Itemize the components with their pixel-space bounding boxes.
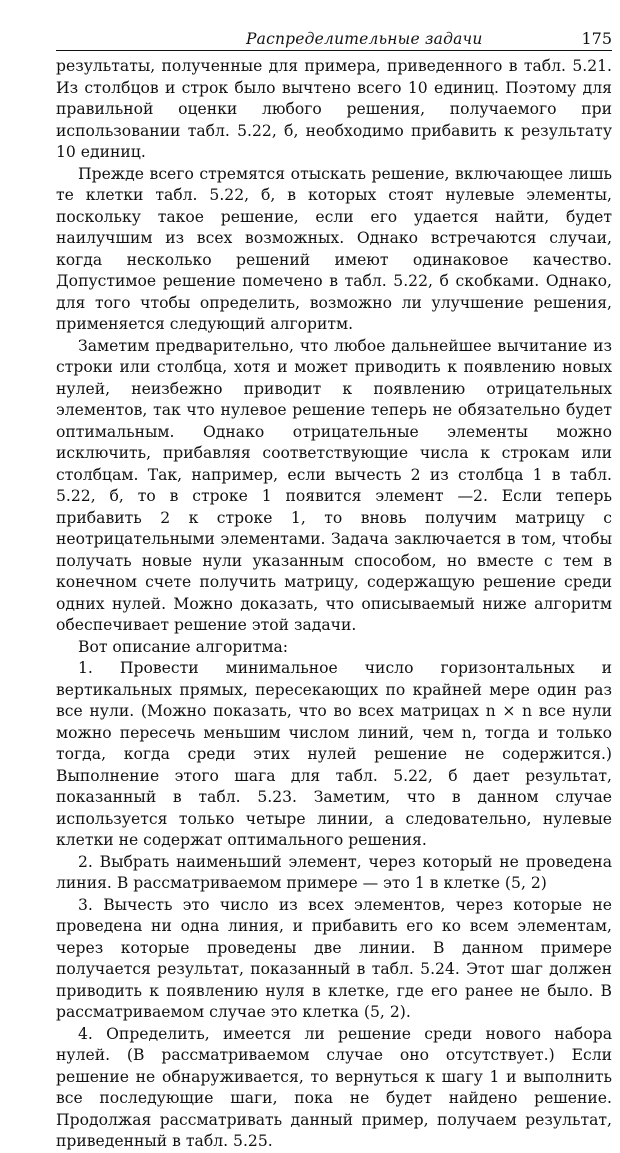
algorithm-step-4: 4. Определить, имеется ли решение среди нового набора нулей. (В рассматриваемом случае оно отсутствует.) Если решение не обнаруживается, то вернуться к шагу 1 и выполнить все последующие шаги, пока не будет найдено решение. Продолжая рассматривать данный пример, получаем результат, приведенный в табл. 5.25.	[56, 1024, 612, 1150]
page-number: 175	[581, 29, 612, 48]
algorithm-step-3: 3. Вычесть это число из всех элементов, через которые не проведена ни одна линия, и прибавить его ко всем элементам, через которые проведены две линии. В данном примере получается результат, показанный в табл. 5.24. Этот шаг должен приводить к появлению нуля в клетке, где его ранее не было. В рассматриваемом случае это клетка (5, 2).	[56, 895, 612, 1021]
paragraph-continuation: результаты, полученные для примера, приведенного в табл. 5.21. Из столбцов и строк было вычтено всего 10 единиц. Поэтому для правильной оценки любого решения, получаемого при использовании табл. 5.22, б, необходимо прибавить к результату 10 единиц.	[56, 57, 612, 161]
algorithm-step-1: 1. Провести минимальное число горизонтальных и вертикальных прямых, пересекающих по крайней мере один раз все нули. (Можно показать, что во всех матрицах n × n все нули можно пересечь меньшим числом линий, чем n, тогда и только тогда, когда среди этих нулей решение не содержится.) Выполнение этого шага для табл. 5.22, б дает результат, показанный в табл. 5.23. Заметим, что в данном случае используется только четыре линии, а следовательно, нулевые клетки не содержат оптимального решения.	[56, 659, 612, 849]
paragraph-preliminary-note: Заметим предварительно, что любое дальнейшее вычитание из строки или столбца, хотя и может приводить к появлению новых нулей, неизбежно приводит к появлению отрицательных элементов, так что нулевое решение теперь не обязательно будет оптимальным. Однако отрицательные элементы можно исключить, прибавляя соответствующие числа к строкам или столбцам. Так, например, если вычесть 2 из столбца 1 в табл. 5.22, б, то в строке 1 появится элемент —2. Если теперь прибавить 2 к строке 1, то вновь получим матрицу с неотрицательными элементами. Задача заключается в том, чтобы получать новые нули указанным способом, но вместе с тем в конечном счете получить матрицу, содержащую решение среди одних нулей. Можно доказать, что описываемый ниже алгоритм обеспечивает решение этой задачи.	[56, 336, 612, 634]
running-title: Распределительные задачи	[246, 30, 483, 48]
page-header	[56, 28, 612, 51]
paragraph-algorithm-intro: Вот описание алгоритма:	[78, 637, 289, 656]
body-text	[56, 56, 612, 1153]
algorithm-step-2: 2. Выбрать наименьший элемент, через который не проведена линия. В рассматриваемом примере — это 1 в клетке (5, 2)	[56, 852, 612, 892]
paragraph-search-solution: Прежде всего стремятся отыскать решение, включающее лишь те клетки табл. 5.22, б, в которых стоят нулевые элементы, поскольку такое решение, если его удается найти, будет наилучшим из всех возможных. Однако встречаются случаи, когда несколько решений имеют одинаковое качество. Допустимое решение помечено в табл. 5.22, б скобками. Однако, для того чтобы определить, возможно ли улучшение решения, применяется следующий алгоритм.	[56, 164, 612, 333]
